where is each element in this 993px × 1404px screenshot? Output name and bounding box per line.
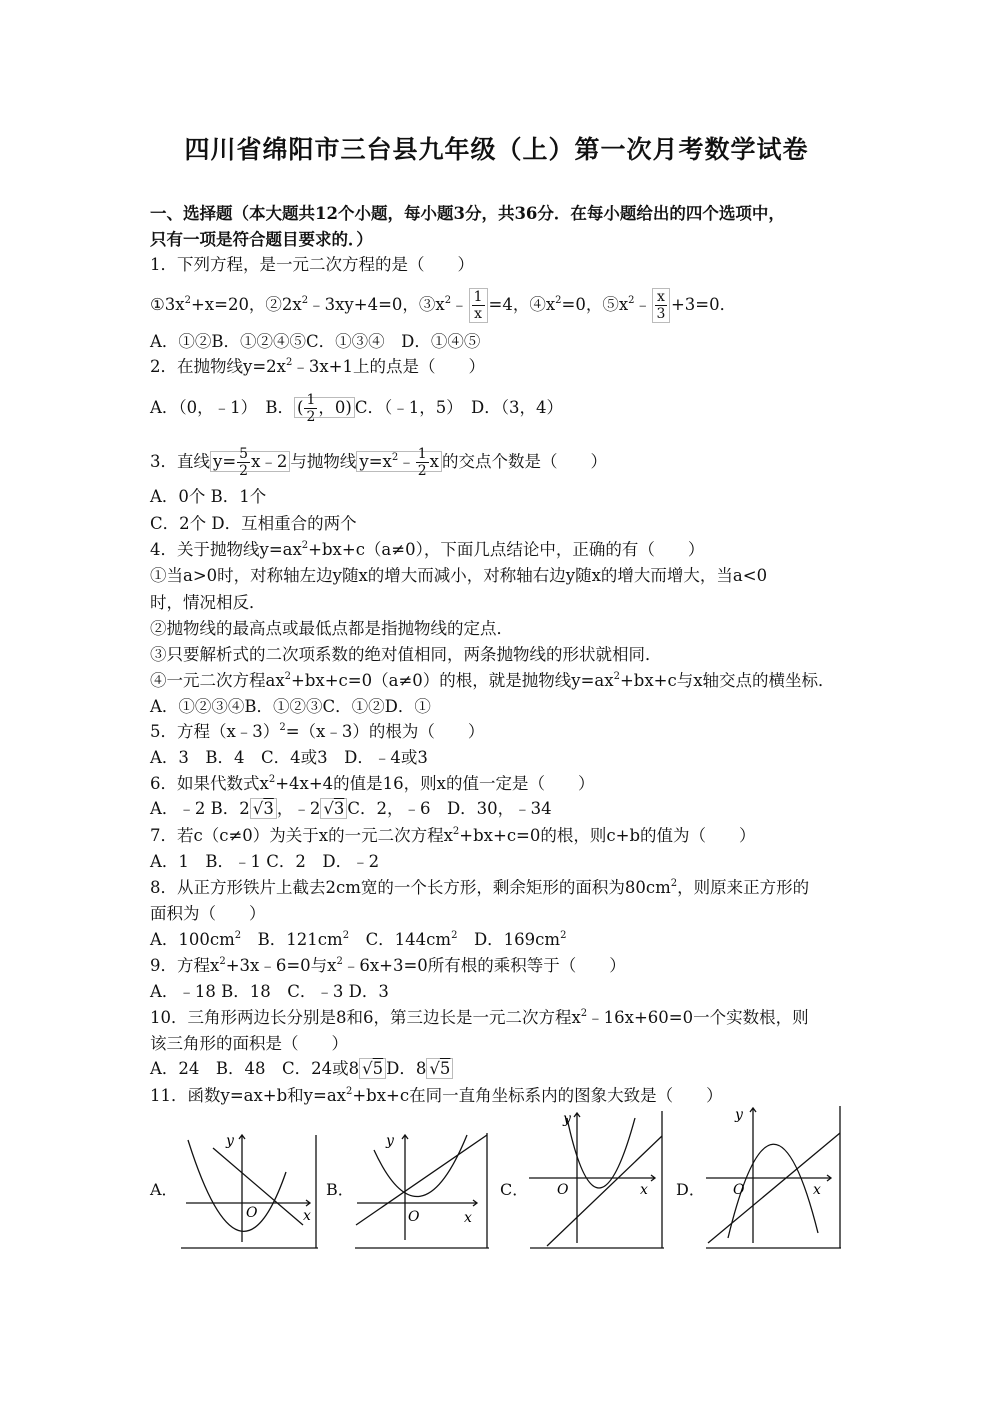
svg-text:O: O: [246, 1205, 258, 1221]
q11-stem: 11．函数y=ax+b和$y=ax^2+bx+c$在同一直角坐标系内的图象大致是（ ）: [150, 1086, 723, 1105]
fraction-x-over-3: $\frac{x}{3}$: [652, 288, 670, 323]
q4-statement-2: ②抛物线的最高点或最低点都是指抛物线的定点．: [150, 619, 513, 638]
q7-stem: 7．若c（c≠0）为关于x的一元二次方程$x^2+bx+c=0$的根，则c+b的值为（ ）: [150, 826, 756, 845]
sqrt-3: √3: [320, 798, 347, 819]
line-equation: y= $\frac{5}{2}$ x﹣2: [210, 451, 290, 472]
q6-stem: 6．如果代数式$x^2+4x+4$的值是16，则x的值一定是（ ）: [150, 774, 595, 793]
q1-options: A．①②B．①②④⑤C．①③④ D．①④⑤: [150, 332, 481, 351]
graph-label-a: A．: [150, 1180, 178, 1199]
q4-statement-1b: 时，情况相反．: [150, 593, 266, 612]
q2-options: A．（0，﹣1） B． ( $\frac{1}{2}$ ，0) C．（﹣1，5） D．（3，4）: [150, 392, 563, 425]
svg-text:y: y: [735, 1107, 743, 1123]
q4-statement-3: ③只要解析式的二次项系数的绝对值相同，两条抛物线的形状就相同．: [150, 645, 662, 664]
q1-equations: $①3x^2+x=20$，$②2x^2﹣3xy+4=0$，$③x^2﹣$ $\frac{1}{x}$ =4，$④x^2=0$，$⑤x^2﹣$ $\frac{x}{3}$ +3=0．: [150, 289, 737, 322]
q4-options: A．①②③④B．①②③C．①②D．①: [150, 697, 431, 716]
section-heading-line2: 只有一项是符合题目要求的．）: [150, 230, 373, 249]
svg-text:y: y: [226, 1133, 234, 1149]
q4-statement-1a: ①当a>0时，对称轴左边y随x的增大而减小，对称轴右边y随x的增大而增大，当a<0: [150, 566, 768, 585]
q3-options-2: C．2个 D．互相重合的两个: [150, 514, 357, 533]
q8-options: A．$100cm^2$ B．$121cm^2$ C．$144cm^2$ D．$169cm^2$: [150, 930, 567, 949]
q5-options: A．3 B．4 C．4或3 D．﹣4或3: [150, 748, 428, 767]
svg-text:x: x: [303, 1208, 311, 1224]
q3-stem: 3．直线 y= $\frac{5}{2}$ x﹣2 与抛物线 $y=x^2﹣$ $\frac{1}{2}$ x 的交点个数是（ ）: [150, 446, 607, 479]
q3-options-1: A．0个 B．1个: [150, 487, 267, 506]
q2-stem: 2．在抛物线$y=2x^2﹣3x+1$上的点是（ ）: [150, 357, 485, 376]
sqrt-5: √5: [359, 1058, 386, 1079]
section-heading-line1: 一、选择题（本大题共12个小题，每小题3分，共36分．在每小题给出的四个选项中，: [150, 204, 785, 223]
q9-options: A．﹣18 B．18 C．﹣3 D．3: [150, 982, 389, 1001]
q4-stem: 4．关于抛物线$y=ax^2+bx+c(a\ne 0)$，下面几点结论中，正确的有（ ）: [150, 540, 705, 559]
parabola-equation: $y=x^2﹣$ $\frac{1}{2}$ x: [356, 451, 442, 472]
graph-label-c: C．: [500, 1180, 529, 1199]
svg-text:x: x: [813, 1182, 821, 1198]
graph-label-d: D．: [676, 1180, 705, 1199]
q1-stem: 1．下列方程，是一元二次方程的是（ ）: [150, 255, 474, 274]
q5-stem: 5．方程（x﹣3）$^2$=（x﹣3）的根为（ ）: [150, 722, 485, 741]
svg-text:O: O: [408, 1209, 420, 1225]
svg-text:x: x: [464, 1210, 472, 1226]
svg-text:O: O: [557, 1182, 569, 1198]
sqrt-5: √5: [426, 1058, 453, 1079]
page-title: 四川省绵阳市三台县九年级（上）第一次月考数学试卷: [184, 135, 809, 164]
graph-d: [703, 1103, 845, 1250]
q10-options: A．24 B．48 C．24或8 √5 D．8 √5: [150, 1058, 453, 1080]
graph-label-b: B．: [326, 1180, 354, 1199]
q10-stem-1: 10．三角形两边长分别是8和6，第三边长是一元二次方程$x^2﹣16x+60=0$一个实数根，则: [150, 1008, 809, 1027]
q4-statement-4: ④一元二次方程$ax^2+bx+c=0(a\ne 0)$的根，就是抛物线$y=ax^2+bx+c$与x轴交点的横坐标．: [150, 671, 835, 690]
q7-options: A．1 B．﹣1 C．2 D．﹣2: [150, 852, 380, 871]
svg-text:x: x: [640, 1182, 648, 1198]
q8-stem-1: 8．从正方形铁片上截去2cm宽的一个长方形，剩余矩形的面积为$80cm^2$，则原来正方形的: [150, 878, 810, 897]
svg-text:O: O: [733, 1182, 745, 1198]
q8-stem-2: 面积为（ ）: [150, 904, 266, 923]
fraction-1-over-x: $\frac{1}{x}$: [469, 288, 488, 323]
q10-stem-2: 该三角形的面积是（ ）: [150, 1034, 348, 1053]
svg-text:y: y: [386, 1133, 394, 1149]
q6-options: A．﹣2 B．2 √3 ，﹣2 √3 C．2，﹣6 D．30，﹣34: [150, 799, 552, 818]
line: [213, 1148, 303, 1225]
parabola: [188, 1140, 286, 1231]
point-half-zero: ( $\frac{1}{2}$ ，0): [294, 397, 355, 418]
graph-a: [178, 1130, 320, 1250]
graph-c: [527, 1108, 667, 1250]
svg-text:y: y: [563, 1111, 571, 1127]
graph-b: [352, 1130, 492, 1250]
q9-stem: 9．方程$x^2+3x﹣6=0$与$x^2﹣6x+3=0$所有根的乘积等于（ ）: [150, 956, 626, 975]
sqrt-3: √3: [250, 798, 277, 819]
